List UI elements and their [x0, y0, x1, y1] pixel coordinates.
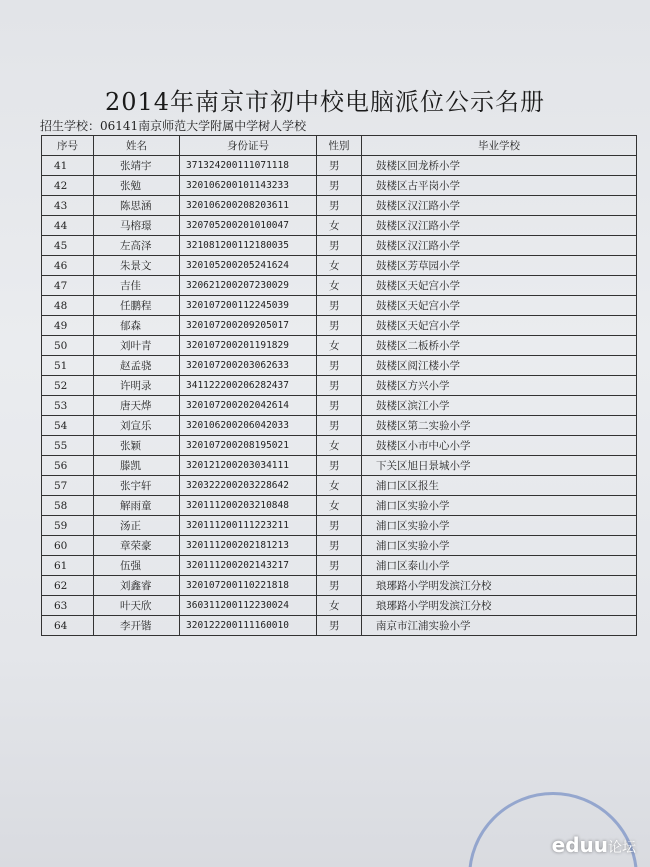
cell-sex: 男: [317, 536, 362, 556]
cell-id: 320107200203062633: [180, 356, 317, 376]
cell-name: 张靖宇: [94, 156, 180, 176]
table-row: [42, 176, 637, 196]
cell-school: 南京市江浦实验小学: [362, 616, 637, 636]
table-row: [42, 156, 637, 176]
cell-id: 320122200111160010: [180, 616, 317, 636]
cell-number: 54: [42, 416, 94, 436]
cell-school: 鼓楼区天妃宫小学: [362, 276, 637, 296]
cell-sex: 女: [317, 336, 362, 356]
table-row: [42, 616, 637, 636]
cell-id: 320107200208195021: [180, 436, 317, 456]
cell-school: 浦口区实验小学: [362, 536, 637, 556]
cell-id: 320621200207230029: [180, 276, 317, 296]
cell-id: 320322200203228642: [180, 476, 317, 496]
cell-name: 滕凯: [94, 456, 180, 476]
cell-school: 鼓楼区滨江小学: [362, 396, 637, 416]
cell-name: 郁森: [94, 316, 180, 336]
cell-school: 鼓楼区汉江路小学: [362, 196, 637, 216]
cell-number: 62: [42, 576, 94, 596]
cell-school: 浦口区泰山小学: [362, 556, 637, 576]
cell-sex: 男: [317, 396, 362, 416]
table-row: [42, 376, 637, 396]
cell-sex: 男: [317, 576, 362, 596]
cell-id: 360311200112230024: [180, 596, 317, 616]
enrolling-school: 招生学校：06141南京师范大学附属中学树人学校: [40, 119, 307, 133]
cell-name: 许明录: [94, 376, 180, 396]
cell-school: 鼓楼区小市中心小学: [362, 436, 637, 456]
cell-id: 320106200206042033: [180, 416, 317, 436]
cell-school: 下关区旭日景城小学: [362, 456, 637, 476]
table-row: [42, 536, 637, 556]
table-row: [42, 216, 637, 236]
cell-name: 张宇轩: [94, 476, 180, 496]
cell-id: 320111200202181213: [180, 536, 317, 556]
cell-sex: 男: [317, 516, 362, 536]
cell-number: 64: [42, 616, 94, 636]
cell-sex: 女: [317, 596, 362, 616]
table-row: [42, 276, 637, 296]
column-header-name: 姓名: [94, 136, 180, 156]
table-row: [42, 596, 637, 616]
cell-id: 320121200203034111: [180, 456, 317, 476]
cell-name: 章荣豪: [94, 536, 180, 556]
cell-number: 61: [42, 556, 94, 576]
cell-name: 汤正: [94, 516, 180, 536]
roster-body: [42, 156, 637, 636]
eduu-watermark: [552, 833, 636, 857]
cell-school: 鼓楼区二板桥小学: [362, 336, 637, 356]
cell-school: 浦口区区报生: [362, 476, 637, 496]
cell-number: 55: [42, 436, 94, 456]
column-header-number: 序号: [42, 136, 94, 156]
table-row: [42, 496, 637, 516]
cell-number: 48: [42, 296, 94, 316]
column-header-school: 毕业学校: [362, 136, 637, 156]
cell-number: 56: [42, 456, 94, 476]
roster-table: [41, 135, 637, 636]
cell-school: 鼓楼区汉江路小学: [362, 216, 637, 236]
cell-number: 47: [42, 276, 94, 296]
cell-school: 鼓楼区天妃宫小学: [362, 296, 637, 316]
cell-number: 60: [42, 536, 94, 556]
cell-school: 浦口区实验小学: [362, 516, 637, 536]
cell-id: 320106200208203611: [180, 196, 317, 216]
cell-number: 51: [42, 356, 94, 376]
table-row: [42, 436, 637, 456]
cell-school: 琅琊路小学明发滨江分校: [362, 596, 637, 616]
table-row: [42, 456, 637, 476]
cell-number: 63: [42, 596, 94, 616]
cell-id: 320105200205241624: [180, 256, 317, 276]
cell-school: 鼓楼区阅江楼小学: [362, 356, 637, 376]
cell-number: 58: [42, 496, 94, 516]
cell-number: 50: [42, 336, 94, 356]
column-header-id: 身份证号: [180, 136, 317, 156]
table-row: [42, 296, 637, 316]
cell-number: 57: [42, 476, 94, 496]
cell-school: 鼓楼区第二实验小学: [362, 416, 637, 436]
cell-sex: 男: [317, 616, 362, 636]
cell-name: 伍强: [94, 556, 180, 576]
table-row: [42, 196, 637, 216]
cell-name: 陈思涵: [94, 196, 180, 216]
cell-id: 371324200111071118: [180, 156, 317, 176]
cell-school: 鼓楼区方兴小学: [362, 376, 637, 396]
cell-sex: 女: [317, 276, 362, 296]
table-header-row: [42, 136, 637, 156]
cell-name: 刘鑫睿: [94, 576, 180, 596]
cell-school: 鼓楼区天妃宫小学: [362, 316, 637, 336]
cell-sex: 女: [317, 256, 362, 276]
cell-school: 鼓楼区汉江路小学: [362, 236, 637, 256]
cell-name: 刘宣乐: [94, 416, 180, 436]
table-row: [42, 416, 637, 436]
cell-number: 42: [42, 176, 94, 196]
cell-sex: 男: [317, 316, 362, 336]
watermark-suffix: 论坛: [608, 840, 636, 856]
cell-sex: 男: [317, 176, 362, 196]
cell-name: 左高泽: [94, 236, 180, 256]
cell-name: 李开锴: [94, 616, 180, 636]
cell-sex: 男: [317, 556, 362, 576]
cell-number: 41: [42, 156, 94, 176]
cell-sex: 女: [317, 476, 362, 496]
cell-id: 321081200112180035: [180, 236, 317, 256]
cell-number: 49: [42, 316, 94, 336]
table-row: [42, 256, 637, 276]
cell-id: 320111200202143217: [180, 556, 317, 576]
table-row: [42, 556, 637, 576]
watermark-brand: eduu: [551, 833, 608, 857]
cell-name: 马榕璟: [94, 216, 180, 236]
cell-sex: 女: [317, 216, 362, 236]
cell-number: 43: [42, 196, 94, 216]
cell-number: 59: [42, 516, 94, 536]
cell-sex: 男: [317, 156, 362, 176]
table-row: [42, 336, 637, 356]
cell-name: 吉佳: [94, 276, 180, 296]
cell-id: 320107200112245039: [180, 296, 317, 316]
cell-sex: 男: [317, 456, 362, 476]
table-row: [42, 516, 637, 536]
cell-school: 鼓楼区芳草园小学: [362, 256, 637, 276]
cell-id: 320111200203210848: [180, 496, 317, 516]
cell-name: 解雨童: [94, 496, 180, 516]
table-row: [42, 396, 637, 416]
cell-sex: 女: [317, 496, 362, 516]
table-row: [42, 576, 637, 596]
cell-school: 浦口区实验小学: [362, 496, 637, 516]
cell-sex: 男: [317, 376, 362, 396]
cell-name: 刘叶青: [94, 336, 180, 356]
cell-number: 44: [42, 216, 94, 236]
cell-name: 朱景文: [94, 256, 180, 276]
cell-id: 320107200202042614: [180, 396, 317, 416]
table-row: [42, 476, 637, 496]
cell-school: 琅琊路小学明发滨江分校: [362, 576, 637, 596]
cell-sex: 女: [317, 436, 362, 456]
cell-sex: 男: [317, 236, 362, 256]
page-title: 2014年南京市初中校电脑派位公示名册: [104, 88, 546, 116]
cell-school: 鼓楼区回龙桥小学: [362, 156, 637, 176]
cell-sex: 男: [317, 356, 362, 376]
cell-id: 320107200209205017: [180, 316, 317, 336]
table-row: [42, 356, 637, 376]
cell-sex: 男: [317, 196, 362, 216]
cell-name: 叶天欣: [94, 596, 180, 616]
cell-name: 任鹏程: [94, 296, 180, 316]
table-row: [42, 236, 637, 256]
column-header-sex: 性别: [317, 136, 362, 156]
cell-id: 320106200101143233: [180, 176, 317, 196]
cell-id: 320111200111223211: [180, 516, 317, 536]
cell-number: 53: [42, 396, 94, 416]
cell-school: 鼓楼区古平岗小学: [362, 176, 637, 196]
cell-name: 张勉: [94, 176, 180, 196]
table-row: [42, 316, 637, 336]
cell-sex: 男: [317, 296, 362, 316]
cell-number: 45: [42, 236, 94, 256]
cell-id: 320107200110221818: [180, 576, 317, 596]
cell-name: 赵孟骁: [94, 356, 180, 376]
cell-id: 320107200201191829: [180, 336, 317, 356]
cell-number: 46: [42, 256, 94, 276]
cell-id: 341122200206282437: [180, 376, 317, 396]
cell-name: 唐天烨: [94, 396, 180, 416]
cell-name: 张颖: [94, 436, 180, 456]
cell-number: 52: [42, 376, 94, 396]
cell-id: 320705200201010047: [180, 216, 317, 236]
cell-sex: 男: [317, 416, 362, 436]
